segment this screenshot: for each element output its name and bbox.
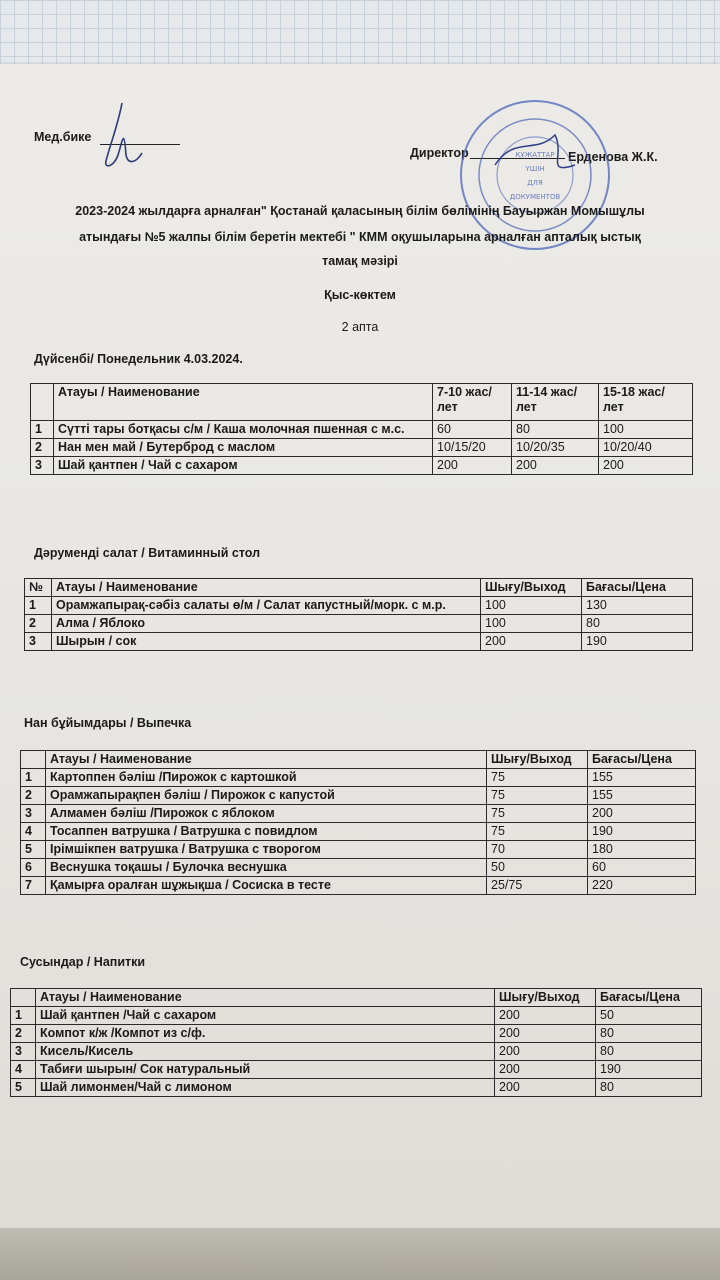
- table-header-cell: Бағасы/Цена: [596, 989, 702, 1007]
- table-header-cell: Атауы / Наименование: [36, 989, 495, 1007]
- vitamin-table: [24, 578, 693, 651]
- table-cell: 3: [11, 1043, 36, 1061]
- table-header-cell: Атауы / Наименование: [52, 579, 481, 597]
- svg-text:ДОКУМЕНТОВ: ДОКУМЕНТОВ: [509, 193, 561, 201]
- table-row: [21, 877, 696, 895]
- table-cell: 1: [21, 769, 46, 787]
- table-header-cell: [11, 989, 36, 1007]
- director-label: Директор: [410, 146, 469, 160]
- table-cell: 200: [481, 633, 582, 651]
- table-cell: 155: [588, 787, 696, 805]
- table-row: [25, 633, 693, 651]
- table-cell: 2: [31, 439, 54, 457]
- table-cell: 155: [588, 769, 696, 787]
- table-header-cell: 11-14 жас/ лет: [512, 384, 599, 421]
- bakery-table: [20, 750, 696, 895]
- section-title-bakery: Нан бұйымдары / Выпечка: [24, 716, 192, 730]
- table-row: [11, 1061, 702, 1079]
- table-cell: 4: [21, 823, 46, 841]
- table-header-cell: Атауы / Наименование: [54, 384, 433, 421]
- section-title-vitamin: Дәруменді салат / Витаминный стол: [34, 546, 261, 560]
- table-cell: 10/15/20: [433, 439, 512, 457]
- table-header-cell: №: [25, 579, 52, 597]
- table-cell: 2: [11, 1025, 36, 1043]
- table-cell: 5: [11, 1079, 36, 1097]
- table-cell: 200: [495, 1061, 596, 1079]
- breakfast-table: [30, 383, 693, 475]
- table-cell: Тосаппен ватрушка / Ватрушка с повидлом: [46, 823, 487, 841]
- table-cell: 1: [31, 421, 54, 439]
- table-row: [25, 597, 693, 615]
- table-row: [11, 1025, 702, 1043]
- table-row: [31, 439, 693, 457]
- table-cell: 50: [487, 859, 588, 877]
- table-row: [31, 457, 693, 475]
- table-cell: 100: [481, 615, 582, 633]
- table-cell: 60: [588, 859, 696, 877]
- table-header-row: [25, 579, 693, 597]
- table-row: [21, 805, 696, 823]
- table-cell: 10/20/40: [599, 439, 693, 457]
- drinks-table: [10, 988, 702, 1097]
- table-header-cell: Шығу/Выход: [487, 751, 588, 769]
- table-cell: 1: [11, 1007, 36, 1025]
- table-header-cell: Бағасы/Цена: [588, 751, 696, 769]
- table-cell: 80: [582, 615, 693, 633]
- table-cell: 80: [512, 421, 599, 439]
- table-cell: 60: [433, 421, 512, 439]
- table-row: [21, 769, 696, 787]
- table-cell: 3: [25, 633, 52, 651]
- title-line-1: 2023-2024 жылдарға арналған" Қостанай қаласының білім бөлімінің Бауыржан Момышұлы: [75, 204, 645, 218]
- title-line-2: атындағы №5 жалпы білім беретін мектебі " КММ оқушыларына арналған апталық ыстық: [79, 230, 641, 244]
- table-row: [25, 615, 693, 633]
- table-row: [21, 841, 696, 859]
- day-label: Дүйсенбі/ Понедельник 4.03.2024.: [34, 352, 243, 366]
- table-cell: 3: [21, 805, 46, 823]
- season-label: Қыс-көктем: [324, 288, 396, 302]
- table-cell: 7: [21, 877, 46, 895]
- table-cell: Нан мен май / Бутерброд с маслом: [54, 439, 433, 457]
- table-cell: 70: [487, 841, 588, 859]
- table-cell: Картоппен бәліш /Пирожок с картошкой: [46, 769, 487, 787]
- table-cell: 5: [21, 841, 46, 859]
- table-header-cell: Атауы / Наименование: [46, 751, 487, 769]
- table-cell: 200: [495, 1043, 596, 1061]
- table-cell: Компот к/ж /Компот из с/ф.: [36, 1025, 495, 1043]
- table-cell: 75: [487, 769, 588, 787]
- table-row: [11, 1007, 702, 1025]
- table-cell: 80: [596, 1043, 702, 1061]
- table-cell: 130: [582, 597, 693, 615]
- table-cell: 200: [495, 1007, 596, 1025]
- table-cell: 200: [495, 1025, 596, 1043]
- title-line-3: тамақ мәзірі: [322, 254, 398, 268]
- table-cell: 25/75: [487, 877, 588, 895]
- table-cell: 200: [495, 1079, 596, 1097]
- table-cell: 100: [599, 421, 693, 439]
- table-cell: Табиғи шырын/ Сок натуральный: [36, 1061, 495, 1079]
- table-row: [21, 787, 696, 805]
- svg-text:ҚҰЖАТТАР: ҚҰЖАТТАР: [515, 151, 555, 159]
- nurse-signature: [88, 95, 158, 175]
- table-row: [11, 1043, 702, 1061]
- table-cell: 220: [588, 877, 696, 895]
- table-cell: 2: [25, 615, 52, 633]
- table-header-cell: Шығу/Выход: [481, 579, 582, 597]
- nurse-label: Мед.бике: [34, 130, 92, 144]
- table-cell: 200: [599, 457, 693, 475]
- table-cell: 75: [487, 805, 588, 823]
- table-cell: 190: [582, 633, 693, 651]
- table-cell: Орамжапырақ-сәбіз салаты ө/м / Салат капустный/морк. с м.р.: [52, 597, 481, 615]
- table-header-cell: Бағасы/Цена: [582, 579, 693, 597]
- table-cell: 1: [25, 597, 52, 615]
- table-cell: Ірімшікпен ватрушка / Ватрушка с творогом: [46, 841, 487, 859]
- table-row: [31, 421, 693, 439]
- background-surface: [0, 1228, 720, 1280]
- table-cell: Сүтті тары ботқасы с/м / Каша молочная пшенная с м.с.: [54, 421, 433, 439]
- table-row: [21, 823, 696, 841]
- table-header-cell: 7-10 жас/ лет: [433, 384, 512, 421]
- table-cell: Алма / Яблоко: [52, 615, 481, 633]
- table-header-row: [21, 751, 696, 769]
- table-cell: 190: [596, 1061, 702, 1079]
- director-name: Ерденова Ж.К.: [568, 150, 658, 164]
- table-cell: 75: [487, 787, 588, 805]
- table-cell: 100: [481, 597, 582, 615]
- table-cell: 10/20/35: [512, 439, 599, 457]
- table-cell: 80: [596, 1079, 702, 1097]
- table-cell: 200: [433, 457, 512, 475]
- table-cell: 50: [596, 1007, 702, 1025]
- svg-text:ДЛЯ: ДЛЯ: [527, 179, 543, 187]
- table-header-cell: [21, 751, 46, 769]
- table-cell: Орамжапырақпен бәліш / Пирожок с капустой: [46, 787, 487, 805]
- table-cell: Қамырға оралған шұжықша / Сосиска в тесте: [46, 877, 487, 895]
- table-cell: 200: [512, 457, 599, 475]
- table-cell: 4: [11, 1061, 36, 1079]
- table-cell: Веснушка тоқашы / Булочка веснушка: [46, 859, 487, 877]
- week-label: 2 апта: [341, 320, 379, 334]
- table-cell: Кисель/Кисель: [36, 1043, 495, 1061]
- table-header-cell: Шығу/Выход: [495, 989, 596, 1007]
- table-cell: Шай қантпен /Чай с сахаром: [36, 1007, 495, 1025]
- table-header-row: [31, 384, 693, 421]
- table-header-row: [11, 989, 702, 1007]
- table-cell: 3: [31, 457, 54, 475]
- table-cell: 200: [588, 805, 696, 823]
- table-cell: 190: [588, 823, 696, 841]
- table-cell: 180: [588, 841, 696, 859]
- table-header-cell: 15-18 жас/ лет: [599, 384, 693, 421]
- table-cell: 2: [21, 787, 46, 805]
- table-cell: Шай лимонмен/Чай с лимоном: [36, 1079, 495, 1097]
- table-row: [11, 1079, 702, 1097]
- section-title-drinks: Сусындар / Напитки: [20, 955, 146, 969]
- table-header-cell: [31, 384, 54, 421]
- table-cell: Алмамен бәліш /Пирожок с яблоком: [46, 805, 487, 823]
- table-cell: 75: [487, 823, 588, 841]
- svg-text:ҮШІН: ҮШІН: [525, 165, 545, 173]
- table-cell: 6: [21, 859, 46, 877]
- table-cell: 80: [596, 1025, 702, 1043]
- table-cell: Шай қантпен / Чай с сахаром: [54, 457, 433, 475]
- table-row: [21, 859, 696, 877]
- table-cell: Шырын / сок: [52, 633, 481, 651]
